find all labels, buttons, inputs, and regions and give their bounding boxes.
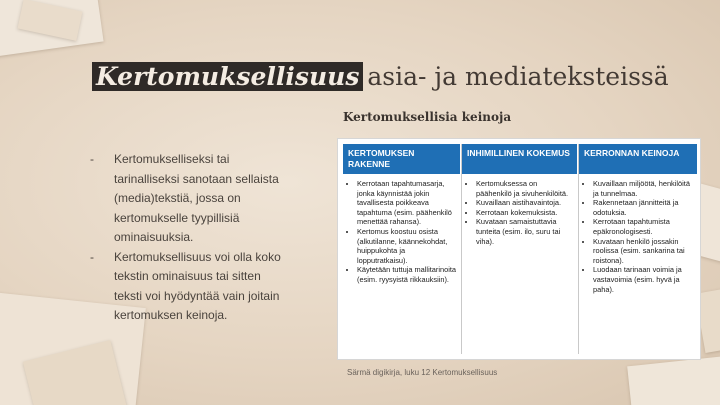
table-list-item: • Kerrotaan tapahtumista epäkronologisesti.: [593, 217, 693, 236]
table-list-item: • Kuvaillaan miljöötä, henkilöitä ja tunnelmaa.: [593, 179, 693, 198]
bullet-item: [90, 150, 290, 248]
table-list-item: • Rakennetaan jännitteitä ja odotuksia.: [593, 198, 693, 217]
table-list-item: • Kerrotaan tapahtumasarja, jonka käynnistää jokin tavallisesta poikkeava tapahtuma (esim. päähenkilö menettää rahansa).: [357, 179, 457, 227]
table-list-item: • Kuvataan henkilö jossakin roolissa (esim. sankarina tai roistona).: [593, 237, 693, 266]
table-list-item: • Kuvaillaan aistihavaintoja.: [476, 198, 574, 208]
table-header: KERTOMUKSEN RAKENNE: [343, 144, 461, 174]
table-list-item: • Kertomuksessa on päähenkilö ja sivuhenkilöitä.: [476, 179, 574, 198]
table-list-item: • Kuvataan samaistuttavia tunteita (esim. ilo, suru tai viha).: [476, 217, 574, 246]
table-subtitle: Kertomuksellisia keinoja: [343, 110, 512, 124]
table-list-item: • Kertomus koostuu osista (alkutilanne, käännekohdat, huippukohta ja lopputratkaisu).: [357, 227, 457, 265]
bullet-dash: -: [90, 249, 94, 264]
table-list-item: • Kerrotaan kokemuksista.: [476, 208, 574, 218]
table-header: INHIMILLINEN KOKEMUS: [462, 144, 578, 174]
table-cell: [462, 174, 578, 250]
table-column-human-experience: [462, 144, 579, 354]
image-caption: Särmä digikirja, luku 12 Kertomuksellisuus: [347, 368, 498, 377]
title-highlight: Kertomuksellisuus: [92, 62, 363, 91]
bullet-item: [90, 248, 290, 326]
bullet-text: Kertomuksellisuus voi olla koko tekstin ominaisuus tai sitten teksti voi hyödyntää vain joitain kertomuksen keinoja.: [114, 249, 281, 322]
torn-paper-decoration: [627, 354, 720, 405]
table-column-structure: [343, 144, 462, 354]
table-cell: [579, 174, 697, 298]
slide-title: [92, 62, 669, 102]
bullet-list: [90, 150, 290, 326]
title-rest: asia- ja mediateksteissä: [367, 62, 669, 91]
table-column-narration-means: [579, 144, 697, 354]
table-list-item: • Käytetään tuttuja mallitarinoita (esim. ryysyistä rikkauksiin).: [357, 265, 457, 284]
narrative-table: [343, 144, 695, 354]
narrative-table-image: [337, 138, 701, 360]
table-cell: [343, 174, 461, 289]
table-header: KERRONNAN KEINOJA: [579, 144, 697, 174]
bullet-dash: -: [90, 152, 94, 166]
bullet-text: Kertomukselliseksi tai tarinalliseksi sanotaan sellaista (media)tekstiä, jossa on kertomukselle tyypillisiä ominaisuuksia.: [114, 152, 279, 244]
table-list-item: • Luodaan tarinaan voimia ja vastavoimia (esim. hyvä ja paha).: [593, 265, 693, 294]
